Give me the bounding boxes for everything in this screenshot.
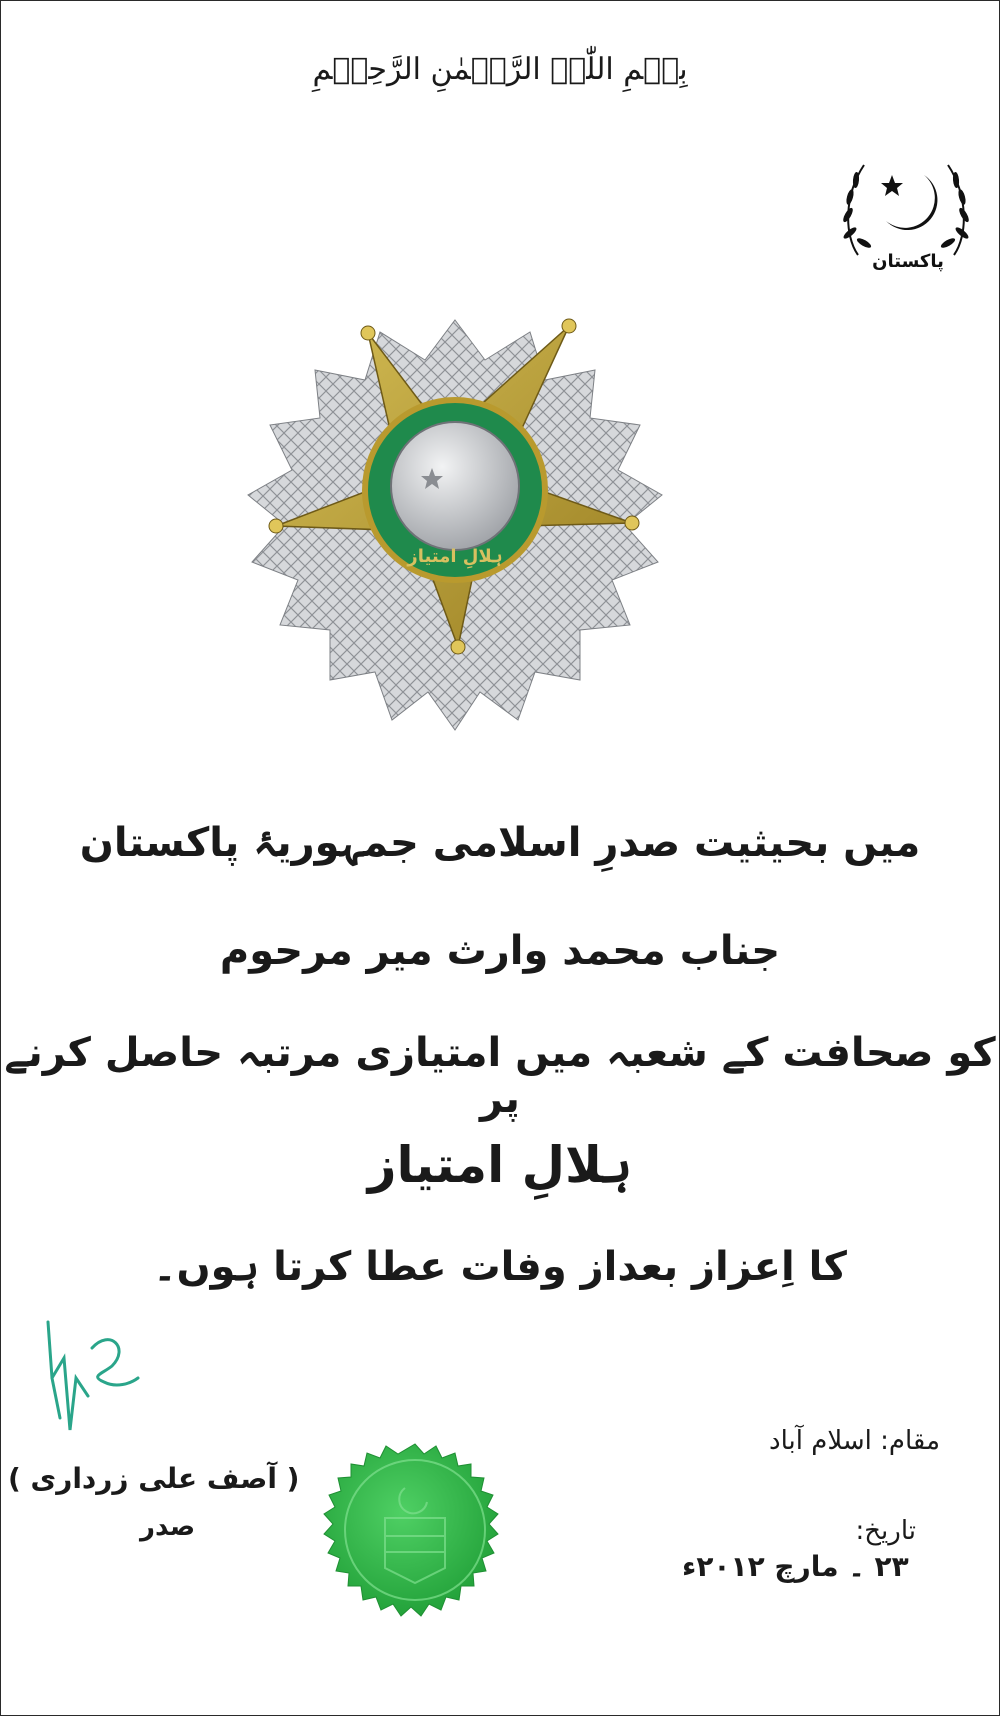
embossed-seal	[305, 1418, 525, 1638]
pakistan-emblem	[836, 155, 976, 285]
date-label: تاریخ:	[855, 1516, 916, 1546]
presidential-signature	[30, 1318, 150, 1438]
place-field	[769, 1426, 940, 1456]
citation-line: کو صحافت کے شعبہ میں امتیازی مرتبہ حاصل کرنے پر	[4, 1030, 996, 1122]
medal-inscription: ہلالِ امتیاز	[407, 546, 503, 567]
award-title: ہلالِ امتیاز	[367, 1136, 633, 1194]
hilal-i-imtiaz-medal	[200, 300, 730, 740]
presidential-declaration-line: میں بحیثیت صدرِ اسلامی جمہوریۂ پاکستان	[79, 820, 921, 866]
signer-title: صدر	[140, 1512, 196, 1542]
place-label: مقام:	[880, 1426, 940, 1456]
signer-name: ( آصف علی زرداری )	[8, 1462, 300, 1495]
recipient-name: جناب محمد وارث میر مرحوم	[219, 928, 781, 974]
conferral-line: کا اِعزاز بعداز وفات عطا کرتا ہوں۔	[153, 1244, 847, 1290]
date-value: ۲۳ ۔ مارچ ۲۰۱۲ء	[682, 1550, 909, 1583]
bismillah-heading: بِسۡمِ اللّٰہِ الرَّحۡمٰنِ الرَّحِیۡمِ	[312, 52, 688, 87]
emblem-text: پاکستان	[872, 251, 944, 272]
place-value: اسلام آباد	[769, 1426, 872, 1456]
